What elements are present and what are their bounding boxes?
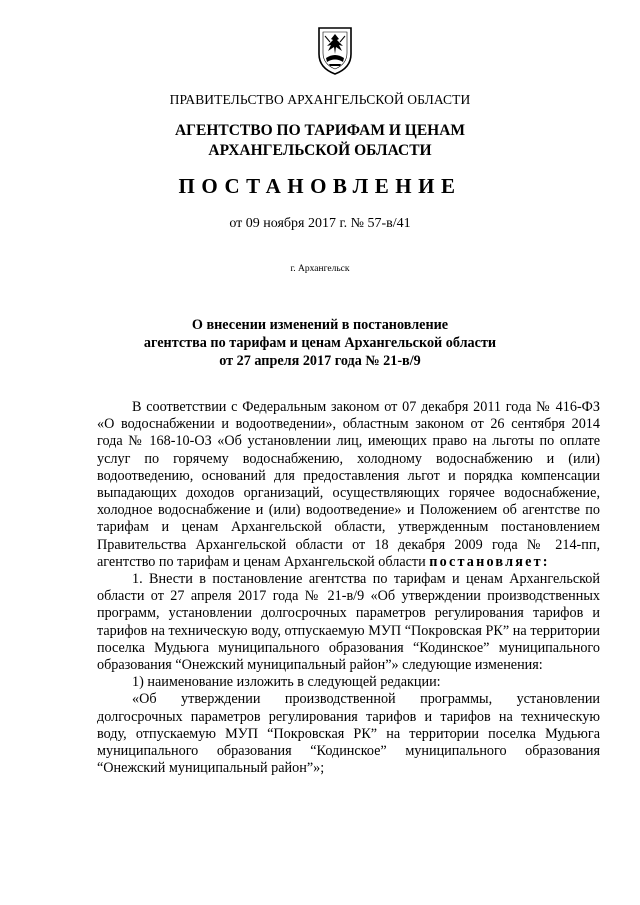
document-type-title: ПОСТАНОВЛЕНИЕ: [178, 174, 462, 198]
document-body: [97, 399, 600, 777]
subject-line: агентства по тарифам и ценам Архангельской области: [143, 335, 497, 351]
government-name: ПРАВИТЕЛЬСТВО АРХАНГЕЛЬСКОЙ ОБЛАСТИ: [169, 92, 471, 107]
new-title-paragraph: «Об утверждении производственной программы, установлении долгосрочных параметров регулирования тарифов и тарифов на техническую воду, отпускаемую МУП “Покровская РК” на территории поселка Мудьюга муниципального образования “Кодинское” муниципального образования “Онежский муниципальный район”»;: [97, 691, 600, 777]
document-subject: [0, 316, 640, 370]
preamble-text: В соответствии с Федеральным законом от 07 декабря 2011 года № 416-ФЗ «О водоснабжении и водоотведении», областным законом от 26 сентября 2014 года № 168-10-ОЗ «Об установлении лиц, имеющих право на льготы по оплате услуг по горячему водоснабжению, холодному водоснабжению и (или) водоотведению, оснований для предоставления льгот и порядка компенсации выпадающих доходов организаций, осуществляющих горячее водоснабжение, холодное водоснабжение и (или) водоотведение» и Положением об агентстве по тарифам и ценам Архангельской области, утвержденным постановлением Правительства Архангельской области от 18 декабря 2009 года № 214-пп, агентство по тарифам и ценам Архангельской области: [97, 399, 600, 570]
coat-of-arms-emblem-icon: [316, 24, 354, 76]
document-date-number: от 09 ноября 2017 г. № 57-в/41: [229, 216, 411, 231]
agency-name-line: АГЕНТСТВО ПО ТАРИФАМ И ЦЕНАМ: [174, 122, 466, 139]
subject-line: от 27 апреля 2017 года № 21-в/9: [219, 353, 421, 369]
subclause-1-paragraph: 1) наименование изложить в следующей редакции:: [132, 674, 441, 691]
decree-keyword: постановляет:: [429, 553, 550, 570]
clause-1-paragraph: 1. Внести в постановление агентства по тарифам и ценам Архангельской области от 27 апреля 2017 года № 21-в/9 «Об утверждении производственных программ, установлении долгосрочных параметров регулирования тарифов и тарифов на техническую воду, отпускаемую МУП “Покровская РК” на территории поселка Мудьюга муниципального образования “Кодинское” муниципального образования “Онежский муниципальный район”» следующие изменения:: [97, 571, 600, 674]
agency-name-line: АРХАНГЕЛЬСКОЙ ОБЛАСТИ: [208, 142, 432, 159]
agency-name: [0, 121, 640, 161]
issue-city: г. Архангельск: [290, 264, 350, 274]
subject-line: О внесении изменений в постановление: [191, 317, 449, 333]
preamble-paragraph: [97, 399, 600, 571]
